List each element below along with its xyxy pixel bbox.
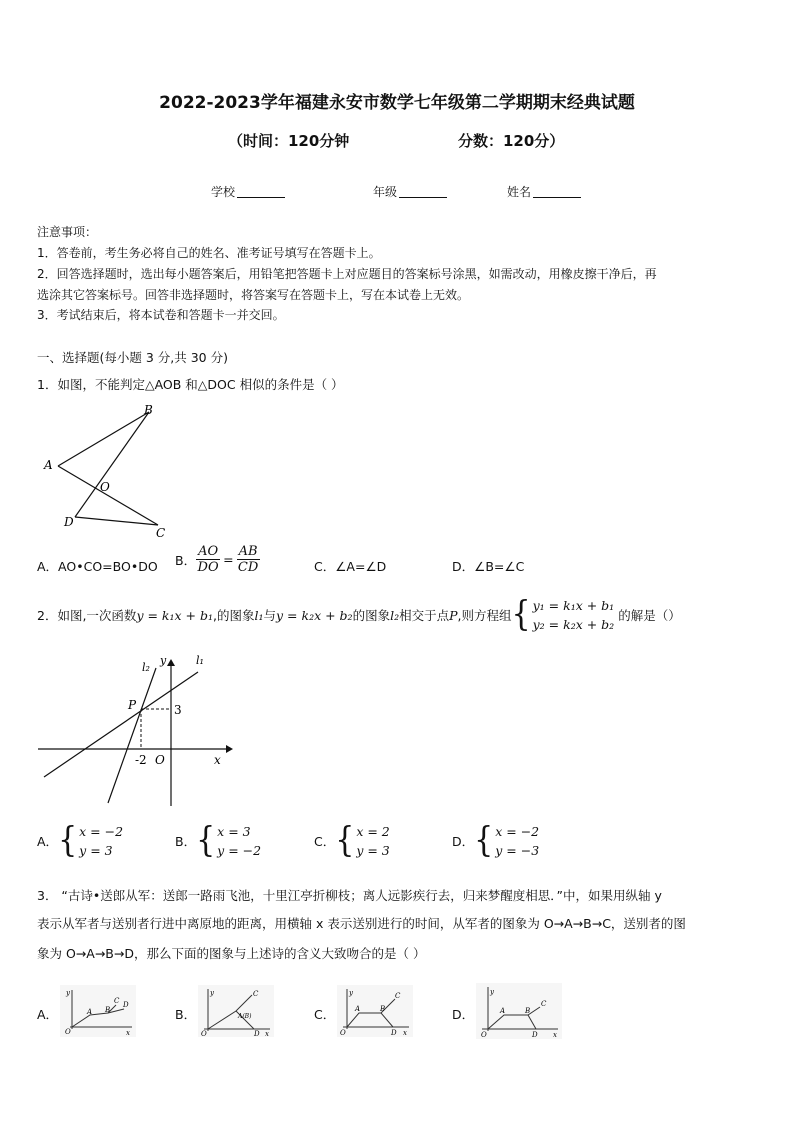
q3-line-2: 表示从军者与送别者行进中离原地的距离，用横轴 x 表示送别进行的时间，从军者的图象为 O→A→B→C，送别者的图 bbox=[37, 916, 686, 931]
name-label: 姓名 bbox=[507, 185, 532, 199]
notice-item-2-line-1: 2．回答选择题时，选出每小题答案后，用铅笔把答题卡上对应题目的答案标号涂黑，如需改动，用橡皮擦干净后，再 bbox=[37, 267, 657, 281]
q3-graph-d-point-d: D bbox=[532, 1031, 538, 1039]
q2-y-arrow bbox=[167, 659, 175, 666]
q3-graph-b-origin: O bbox=[201, 1030, 207, 1037]
q3-graph-c-point-b: B bbox=[380, 1005, 386, 1013]
q2-equation-system bbox=[512, 596, 615, 634]
q3-graph-a-point-b: B bbox=[105, 1006, 111, 1014]
q2-text-7: 的解是（） bbox=[618, 608, 681, 623]
q3-graph-b-point-c: C bbox=[253, 990, 259, 998]
q1-frac-right-den: CD bbox=[237, 560, 259, 575]
q1-equals: = bbox=[223, 552, 234, 567]
q2-option-a-x: x = −2 bbox=[79, 824, 124, 839]
q3-graph-a-point-a: A bbox=[87, 1008, 93, 1016]
page-title: 2022-2023学年福建永安市数学七年级第二学期期末经典试题 bbox=[159, 93, 635, 113]
q1-label-b: B bbox=[144, 403, 153, 417]
q2-option-a[interactable] bbox=[37, 822, 123, 860]
q2-option-d-letter: D． bbox=[452, 834, 475, 849]
q3-graph-c-point-d: D bbox=[391, 1029, 397, 1037]
q1-option-d[interactable]: D．∠B=∠C bbox=[452, 559, 525, 574]
q3-graph-b-point-d: D bbox=[254, 1030, 260, 1037]
q2-option-c-y: y = 3 bbox=[356, 843, 390, 858]
q2-option-b-letter: B． bbox=[175, 834, 197, 849]
q2-point-p: P bbox=[449, 607, 458, 623]
q3-line-3: 象为 O→A→B→D，那么下面的图象与上述诗的含义大致吻合的是（ ） bbox=[37, 946, 426, 961]
q2-graph-p-label: P bbox=[128, 698, 137, 712]
q3-line-1: 3． “古诗•送郎从军：送郎一路雨飞池，十里江亭折柳枝；离人远影疾行去，归来梦醒度相思．”中，如果用纵轴 y bbox=[37, 888, 662, 903]
q3-graph-d-origin: O bbox=[481, 1031, 487, 1039]
q2-text-1: 2．如图,一次函数 bbox=[37, 608, 137, 623]
name-field bbox=[507, 183, 581, 200]
q2-option-d-system bbox=[474, 822, 539, 860]
q2-option-b-x: x = 3 bbox=[217, 824, 251, 839]
q2-option-a-system bbox=[58, 822, 123, 860]
q3-graph-a bbox=[60, 985, 136, 1037]
q3-option-a[interactable]: A． bbox=[37, 1007, 59, 1022]
q3-graph-d-point-b: B bbox=[525, 1007, 531, 1015]
q1-option-b[interactable] bbox=[175, 544, 260, 575]
q1-segment-ab bbox=[58, 412, 149, 466]
q2-line-l1-graph bbox=[44, 672, 198, 777]
q2-system-eq-2: y₂ = k₂x + b₂ bbox=[532, 617, 615, 632]
q2-graph-origin: O bbox=[155, 753, 165, 767]
q2-line-l2-graph bbox=[108, 668, 156, 803]
q1-fraction-left bbox=[196, 544, 220, 575]
q2-graph-tick-3: 3 bbox=[174, 703, 182, 717]
q1-option-c[interactable]: C．∠A=∠D bbox=[314, 559, 387, 574]
notice-heading: 注意事项： bbox=[37, 225, 98, 239]
q2-stem bbox=[37, 596, 681, 634]
q2-graph bbox=[36, 648, 236, 810]
q1-stem: 1．如图，不能判定△AOB 和△DOC 相似的条件是（ ） bbox=[37, 377, 344, 392]
q2-line-l2: l₂ bbox=[390, 607, 400, 623]
grade-label: 年级 bbox=[373, 185, 398, 199]
q1-option-a[interactable]: A．AO•CO=BO•DO bbox=[37, 559, 158, 574]
q1-label-o: O bbox=[100, 480, 110, 494]
q2-option-a-letter: A． bbox=[37, 834, 59, 849]
q2-option-c-letter: C． bbox=[314, 834, 336, 849]
q3-graph-a-point-d: D bbox=[123, 1001, 129, 1009]
q2-option-a-brace: { bbox=[58, 820, 78, 861]
q3-graph-a-x-label: x bbox=[126, 1029, 130, 1037]
q1-fraction-right bbox=[237, 544, 260, 575]
school-label: 学校 bbox=[211, 185, 236, 199]
q2-text-4: 的图象 bbox=[352, 608, 391, 623]
q3-graph-c-point-a: A bbox=[355, 1005, 361, 1013]
q2-option-d-brace: { bbox=[474, 820, 494, 861]
q3-option-b[interactable]: B． bbox=[175, 1007, 197, 1022]
q1-frac-left-num: AO bbox=[198, 544, 219, 559]
q1-label-a: A bbox=[44, 458, 53, 472]
q2-graph-y-label: y bbox=[160, 654, 167, 667]
q3-graph-c bbox=[337, 985, 413, 1037]
q3-graph-a-origin: O bbox=[65, 1028, 71, 1036]
q3-option-c[interactable]: C． bbox=[314, 1007, 336, 1022]
time-label: （时间：120分钟 bbox=[228, 132, 350, 150]
q2-text-6: ,则方程组 bbox=[457, 608, 512, 623]
q2-graph-x-label: x bbox=[214, 753, 221, 767]
q2-function-2: y = k₂x + b₂ bbox=[276, 607, 353, 623]
q2-option-c-x: x = 2 bbox=[356, 824, 390, 839]
q3-graph-d-y-label: y bbox=[490, 988, 494, 996]
q2-graph-tick-minus-2: -2 bbox=[135, 753, 147, 767]
q3-graph-b-point-ab: A(B) bbox=[238, 1013, 252, 1020]
school-blank bbox=[237, 185, 285, 198]
q3-graph-a-point-c: C bbox=[114, 997, 120, 1005]
q3-graph-b-x-label: x bbox=[265, 1030, 269, 1037]
q1-frac-right-num: AB bbox=[238, 544, 258, 559]
q2-graph-l2-label: l₂ bbox=[142, 661, 150, 674]
q2-text-5: 相交于点 bbox=[399, 608, 450, 623]
notice-item-3: 3．考试结束后，将本试卷和答题卡一并交回。 bbox=[37, 308, 285, 322]
q3-graph-a-bg bbox=[60, 985, 136, 1037]
q2-text-2: ,的图象 bbox=[213, 608, 255, 623]
q2-x-arrow bbox=[226, 745, 233, 753]
q3-graph-b-y-label: y bbox=[210, 989, 214, 997]
q3-graph-d-bg bbox=[476, 983, 562, 1039]
q2-option-b-y: y = −2 bbox=[217, 843, 262, 858]
q2-option-c-brace: { bbox=[335, 820, 355, 861]
notice-item-1: 1．答卷前，考生务必将自己的姓名、准考证号填写在答题卡上。 bbox=[37, 246, 381, 260]
q1-segment-bd bbox=[75, 412, 149, 517]
q3-graph-b bbox=[198, 985, 274, 1037]
q3-graph-d-point-c: C bbox=[541, 1000, 547, 1008]
q3-graph-c-y-label: y bbox=[349, 989, 353, 997]
grade-field bbox=[373, 183, 447, 200]
q3-graph-d bbox=[476, 983, 562, 1039]
q2-option-d-y: y = −3 bbox=[495, 843, 540, 858]
q2-option-b-brace: { bbox=[196, 820, 216, 861]
q2-system-eq-1: y₁ = k₁x + b₁ bbox=[532, 598, 615, 613]
grade-blank bbox=[399, 185, 447, 198]
q2-option-d-x: x = −2 bbox=[495, 824, 540, 839]
q1-figure bbox=[38, 398, 178, 540]
q3-graph-a-y-label: y bbox=[66, 989, 70, 997]
q1-label-d: D bbox=[64, 515, 74, 529]
name-blank bbox=[533, 185, 581, 198]
score-label: 分数：120分） bbox=[458, 132, 565, 150]
q2-brace: { bbox=[511, 594, 531, 635]
q1-option-b-letter: B． bbox=[175, 552, 197, 568]
q2-line-l1: l₁ bbox=[254, 607, 264, 623]
section-heading: 一、选择题(每小题 3 分,共 30 分) bbox=[37, 350, 228, 365]
school-field bbox=[211, 183, 285, 200]
q2-graph-l1-label: l₁ bbox=[196, 654, 204, 667]
q2-option-c-system bbox=[335, 822, 390, 860]
q2-text-3: 与 bbox=[263, 608, 277, 623]
q2-option-c[interactable] bbox=[314, 822, 390, 860]
q2-option-b[interactable] bbox=[175, 822, 261, 860]
q3-graph-d-point-a: A bbox=[500, 1007, 506, 1015]
q3-graph-d-x-label: x bbox=[553, 1031, 557, 1039]
q1-label-c: C bbox=[156, 526, 166, 540]
q2-function-1: y = k₁x + b₁ bbox=[136, 607, 213, 623]
q2-option-b-system bbox=[196, 822, 261, 860]
q2-option-d[interactable] bbox=[452, 822, 539, 860]
q3-graph-c-point-c: C bbox=[395, 992, 401, 1000]
q3-graph-c-origin: O bbox=[340, 1029, 346, 1037]
notice-item-2-line-2: 选涂其它答案标号。回答非选择题时，将答案写在答题卡上，写在本试卷上无效。 bbox=[37, 288, 470, 302]
q2-option-a-y: y = 3 bbox=[79, 843, 113, 858]
q3-graph-c-x-label: x bbox=[403, 1029, 407, 1037]
q3-option-d[interactable]: D． bbox=[452, 1007, 475, 1022]
q1-frac-left-den: DO bbox=[197, 560, 219, 575]
